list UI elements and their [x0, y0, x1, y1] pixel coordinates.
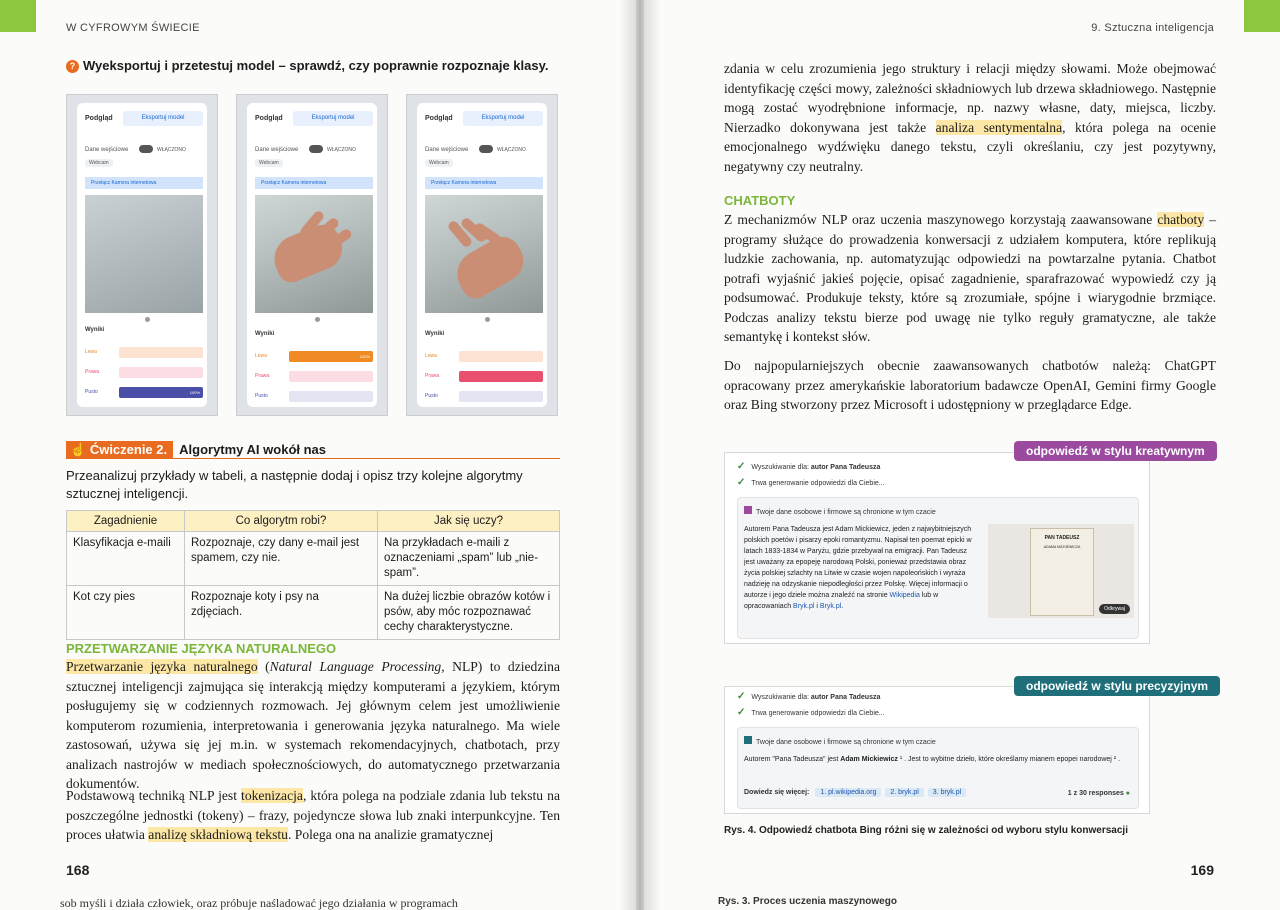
green-tab-marker	[0, 0, 36, 32]
camera-switch: Przełącz Kamera internetowa	[425, 177, 543, 189]
creative-answer	[744, 524, 976, 612]
responses-count	[1068, 790, 1130, 797]
text-run: ¹ . Jest to wybitne dzieło, które określamy mianem epopei narodowej ² .	[897, 756, 1121, 763]
next-page-caption-cut: Rys. 3. Proces uczenia maszynowego	[718, 896, 897, 907]
search-status	[737, 691, 880, 702]
citation-link[interactable]: 1. pl.wikipedia.org	[815, 788, 881, 797]
copilot-icon	[744, 506, 752, 514]
preview-title: Podgląd	[425, 115, 453, 122]
camera-preview-hand	[255, 195, 373, 313]
results-label: Wyniki	[255, 331, 275, 337]
class-bar-empty-full: 100%	[119, 387, 203, 398]
input-label: Dane wejściowe	[85, 147, 129, 153]
running-head-right: 9. Sztuczna inteligencja	[1091, 22, 1214, 34]
book-author: ADAMA MICKIEWICZA	[1043, 545, 1081, 549]
nlp-paragraph-1	[66, 657, 560, 794]
running-head-left: W CYFROWYM ŚWIECIE	[66, 22, 200, 34]
preview-title: Podgląd	[85, 115, 113, 122]
search-term: autor Pana Tadeusza	[810, 464, 881, 471]
highlight-term: analizę składniową tekstu	[148, 827, 288, 842]
input-toggle	[479, 145, 493, 153]
export-model-button: Eksportuj model	[123, 111, 203, 126]
task-instruction	[66, 58, 548, 73]
section-heading-chatbots: CHATBOTY	[724, 193, 796, 208]
webcam-select: Webcam	[425, 159, 453, 167]
privacy-text: Twoje dane osobowe i firmowe są chronione w tym czacie	[756, 509, 936, 516]
chat-screenshot-creative	[724, 452, 1150, 644]
search-status	[737, 461, 880, 472]
explore-button[interactable]: Odkrywaj	[1099, 604, 1130, 614]
pill-creative-style	[1014, 441, 1217, 461]
class-bar-left-full: 100%	[289, 351, 373, 362]
chat-screenshot-precise	[724, 686, 1150, 814]
divider-dot	[145, 317, 150, 322]
export-model-button: Eksportuj model	[293, 111, 373, 126]
table-cell: Na przykładach e-maili z oznaczeniami „spam” lub „nie-spam”.	[378, 532, 560, 586]
table-header: Co algorytm robi?	[185, 511, 378, 532]
hand-icon: ☝	[70, 442, 90, 457]
bryk-link[interactable]: Bryk.pl	[793, 603, 815, 610]
answer-panel	[737, 727, 1139, 809]
page-number-left: 168	[66, 862, 90, 878]
check-icon: ✓	[737, 707, 746, 718]
table-row	[67, 586, 560, 640]
toggle-state: WŁĄCZONO	[157, 147, 186, 153]
table-row	[67, 532, 560, 586]
class-label-right: Prawa	[255, 373, 270, 379]
text-run: Z mechanizmów NLP oraz uczenia maszynowego korzystają zaawansowane	[724, 212, 1158, 227]
class-bar-empty	[459, 391, 543, 402]
class-bar-right-full	[459, 371, 543, 382]
highlight-term: analiza sentymentalna	[935, 119, 1063, 135]
left-page	[0, 0, 636, 910]
precise-answer	[744, 754, 1124, 765]
input-toggle	[309, 145, 323, 153]
bryk-link[interactable]: Bryk.pl	[819, 603, 842, 610]
syntax-paragraph	[724, 59, 1216, 176]
class-label-right: Prawa	[85, 369, 100, 375]
input-label: Dane wejściowe	[255, 147, 299, 153]
copilot-icon	[744, 736, 752, 744]
answer-panel	[737, 497, 1139, 639]
task-text: Wyeksportuj i przetestuj model – sprawdź, czy poprawnie rozpoznaje klasy.	[83, 58, 549, 73]
citation-link[interactable]: 3. bryk.pl	[928, 788, 966, 797]
highlight-term: Przetwarzanie języka naturalnego	[66, 659, 258, 674]
table-header: Jak się uczy?	[378, 511, 560, 532]
check-icon: ✓	[737, 477, 746, 488]
divider-dot	[485, 317, 490, 322]
text-run: . Polega ona na analizie gramatycznej	[287, 827, 494, 842]
class-label-left: Lewa	[425, 353, 437, 359]
responses-text: 1 z 30 responses	[1067, 790, 1124, 797]
next-page-text-cut: sob myśli i działa człowiek, oraz próbuje naśladować jego działania w programach	[60, 896, 458, 910]
exercise-table	[66, 510, 560, 640]
wikipedia-link[interactable]: Wikipedia	[889, 592, 920, 599]
privacy-note	[744, 506, 936, 516]
table-header-row	[67, 511, 560, 532]
table-cell: Klasyfikacja e-maili	[67, 532, 185, 586]
class-label-right: Prawa	[425, 373, 440, 379]
search-term: autor Pana Tadeusza	[810, 694, 881, 701]
book-image	[988, 524, 1134, 618]
green-tab-marker	[1244, 0, 1280, 32]
table-cell: Rozpoznaje, czy dany e-mail jest spamem, czy nie.	[185, 532, 378, 586]
popular-chatbots-paragraph: Do najpopularniejszych obecnie zaawansowanych chatbotów należą: ChatGPT opracowany przez amerykańskie laboratorium badawcze OpenAI, Gemini firmy Google oraz Bing stworzony przez Microsoft i udostępniony w przeglądarce Edge.	[724, 358, 1216, 412]
privacy-note	[744, 736, 936, 746]
book-cover	[1030, 528, 1094, 616]
highlight-term: tokenizacja	[241, 788, 303, 803]
figure-caption: Rys. 4. Odpowiedź chatbota Bing różni się w zależności od wyboru stylu konwersacji	[724, 825, 1128, 836]
text-run: i	[814, 603, 820, 610]
generating-text: Trwa generowanie odpowiedzi dla Ciebie...	[751, 710, 885, 717]
bold-name: Adam Mickiewicz	[840, 756, 898, 763]
section-heading-nlp: PRZETWARZANIE JĘZYKA NATURALNEGO	[66, 641, 337, 656]
nlp-paragraph-2	[66, 786, 560, 845]
input-toggle	[139, 145, 153, 153]
camera-preview	[85, 195, 203, 313]
status-dot-icon: ●	[1125, 790, 1130, 797]
book-title: PAN TADEUSZ	[1044, 535, 1080, 541]
check-icon: ✓	[737, 691, 746, 702]
pill-label: odpowiedź w stylu kreatywnym	[1026, 444, 1205, 458]
pill-label: odpowiedź w stylu precyzyjnym	[1026, 679, 1209, 693]
exercise-heading	[66, 441, 326, 459]
text-run: zdania w celu zrozumienia jego struktury i relacji między słowami. Może obejmować identyfikację części mowy, zależności składniowych lub drzewa składniowego. Następnie mogą zostać wyodrębnione informacje, np. nazwy własne, daty, miejsca, liczby. Nierzadko dokonywana jest także	[724, 61, 1216, 135]
exercise-title: Algorytmy AI wokół nas	[179, 442, 327, 457]
results-label: Wyniki	[425, 331, 445, 337]
check-icon: ✓	[737, 461, 746, 472]
citation-link[interactable]: 2. bryk.pl	[885, 788, 923, 797]
class-label-left: Lewa	[255, 353, 267, 359]
phone-screenshot-empty	[66, 94, 218, 416]
class-label-empty: Pusto	[425, 393, 438, 399]
class-label-empty: Pusto	[85, 389, 98, 395]
question-icon: ?	[66, 60, 79, 73]
text-run: Podstawową techniką NLP jest	[66, 788, 242, 803]
chatbots-paragraph	[724, 210, 1216, 347]
exercise-text: Przeanalizuj przykłady w tabeli, a następnie dodaj i opisz trzy kolejne algorytmy sztucznej inteligencji.	[66, 468, 523, 501]
camera-switch: Przełącz Kamera internetowa	[255, 177, 373, 189]
text-run: Autorem "Pana Tadeusza" jest	[744, 756, 841, 763]
text-run: lub w opracowaniach	[744, 592, 939, 610]
toggle-state: WŁĄCZONO	[327, 147, 356, 153]
webcam-select: Webcam	[85, 159, 113, 167]
class-label-empty: Pusto	[255, 393, 268, 399]
class-label-left: Lewa	[85, 349, 97, 355]
results-label: Wyniki	[85, 327, 105, 333]
preview-title: Podgląd	[255, 115, 283, 122]
privacy-text: Twoje dane osobowe i firmowe są chronione w tym czacie	[756, 739, 936, 746]
exercise-number: Ćwiczenie 2.	[89, 442, 168, 457]
class-bar-empty	[289, 391, 373, 402]
generating-text: Trwa generowanie odpowiedzi dla Ciebie...	[751, 480, 885, 487]
phone-screenshot-right-hand	[406, 94, 558, 416]
search-label: Wyszukiwanie dla:	[751, 464, 811, 471]
exercise-badge	[66, 441, 173, 459]
text-run: , która polega na ocenie emocjonalnego wydźwięku danego tekstu, czyli określaniu, czy jest pozytywny, negatywny czy neutralny.	[724, 119, 1216, 174]
italic-term: Natural Language Processing	[269, 659, 442, 674]
search-label: Wyszukiwanie dla:	[751, 694, 811, 701]
table-cell: Rozpoznaje koty i psy na zdjęciach.	[185, 586, 378, 640]
text-run: .	[841, 603, 844, 610]
highlight-term: chatboty	[1157, 212, 1205, 227]
table-header: Zagadnienie	[67, 511, 185, 532]
answer-text: Autorem Pana Tadeusza jest Adam Mickiewicz, jeden z najwybitniejszych polskich poetów i pisarzy epoki romantyzmu. Napisał ten poemat epicki w latach 1833-1834 w Paryżu, gdzie przebywał na emigracji. Pan Tadeusz jest uważany za epopeję narodową Polski, ponieważ przedstawia obraz życia polskiej szlachty na Litwie w czasie wojen napoleońskich i wyraża nadzieję na odzyskanie niepodległości przez Polskę. Więcej informacji o autorze i jego dziele można znaleźć na stronie	[744, 526, 972, 599]
page-number-right: 169	[1190, 862, 1214, 878]
text-run: , NLP) to dziedzina sztucznej inteligencji zajmująca się interakcją między komputerami a językiem, którym posługujemy się w codziennych rozmowach. Jej głównym celem jest umożliwienie komputerom rozumienia, interpretowania i generowania języka naturalnego. Ma wiele zastosowań, używa się jej m.in. w systemach rekomendacyjnych, chatbotach, przy analizach nastrojów w mediach społecznościowych, do automatycznego przetwarzania dokumentów.	[66, 659, 560, 791]
generating-status	[737, 707, 885, 718]
divider-dot	[315, 317, 320, 322]
pill-precise-style	[1014, 676, 1220, 696]
class-bar-right	[119, 367, 203, 378]
generating-status	[737, 477, 885, 488]
text-run: – programy służące do prowadzenia konwersacji z udziałem komputera, które replikują ludzkie zachowania, np. automatyzując odpowiedzi na powtarzalne pytania. Chatbot potrafi wyjaśnić jakieś pojęcie, opisać zagadnienie, sparafrazować wypowiedź czy ją podsumować. Produkuje teksty, które są zrozumiałe, spójne i wiarygodnie brzmiące. Podczas analizy tekstu bierze pod uwagę nie tylko reguły gramatyczne, ale także semantykę i kontekst słów.	[724, 212, 1216, 344]
camera-preview-hand	[425, 195, 543, 313]
exercise-rule	[66, 458, 560, 459]
export-model-button: Eksportuj model	[463, 111, 543, 126]
toggle-state: WŁĄCZONO	[497, 147, 526, 153]
right-page	[644, 0, 1280, 910]
table-cell: Kot czy pies	[67, 586, 185, 640]
text-run: , która polega na podziale zdania lub tekstu na poszczególne jednostki (tokeny) – frazy, pojedyncze słowa lub znaki interpunkcyjne. Ten proces ułatwia	[66, 788, 560, 842]
table-cell: Na dużej liczbie obrazów kotów i psów, aby móc rozpoznawać cechy charakterystyczne.	[378, 586, 560, 640]
learn-more-row	[744, 788, 970, 797]
phone-screenshot-left-hand	[236, 94, 388, 416]
text-run: (	[257, 659, 270, 674]
input-label: Dane wejściowe	[425, 147, 469, 153]
class-bar-left	[119, 347, 203, 358]
class-bar-right	[289, 371, 373, 382]
class-bar-left	[459, 351, 543, 362]
webcam-select: Webcam	[255, 159, 283, 167]
camera-switch: Przełącz Kamera internetowa	[85, 177, 203, 189]
learn-more-label: Dowiedz się więcej:	[744, 789, 810, 796]
